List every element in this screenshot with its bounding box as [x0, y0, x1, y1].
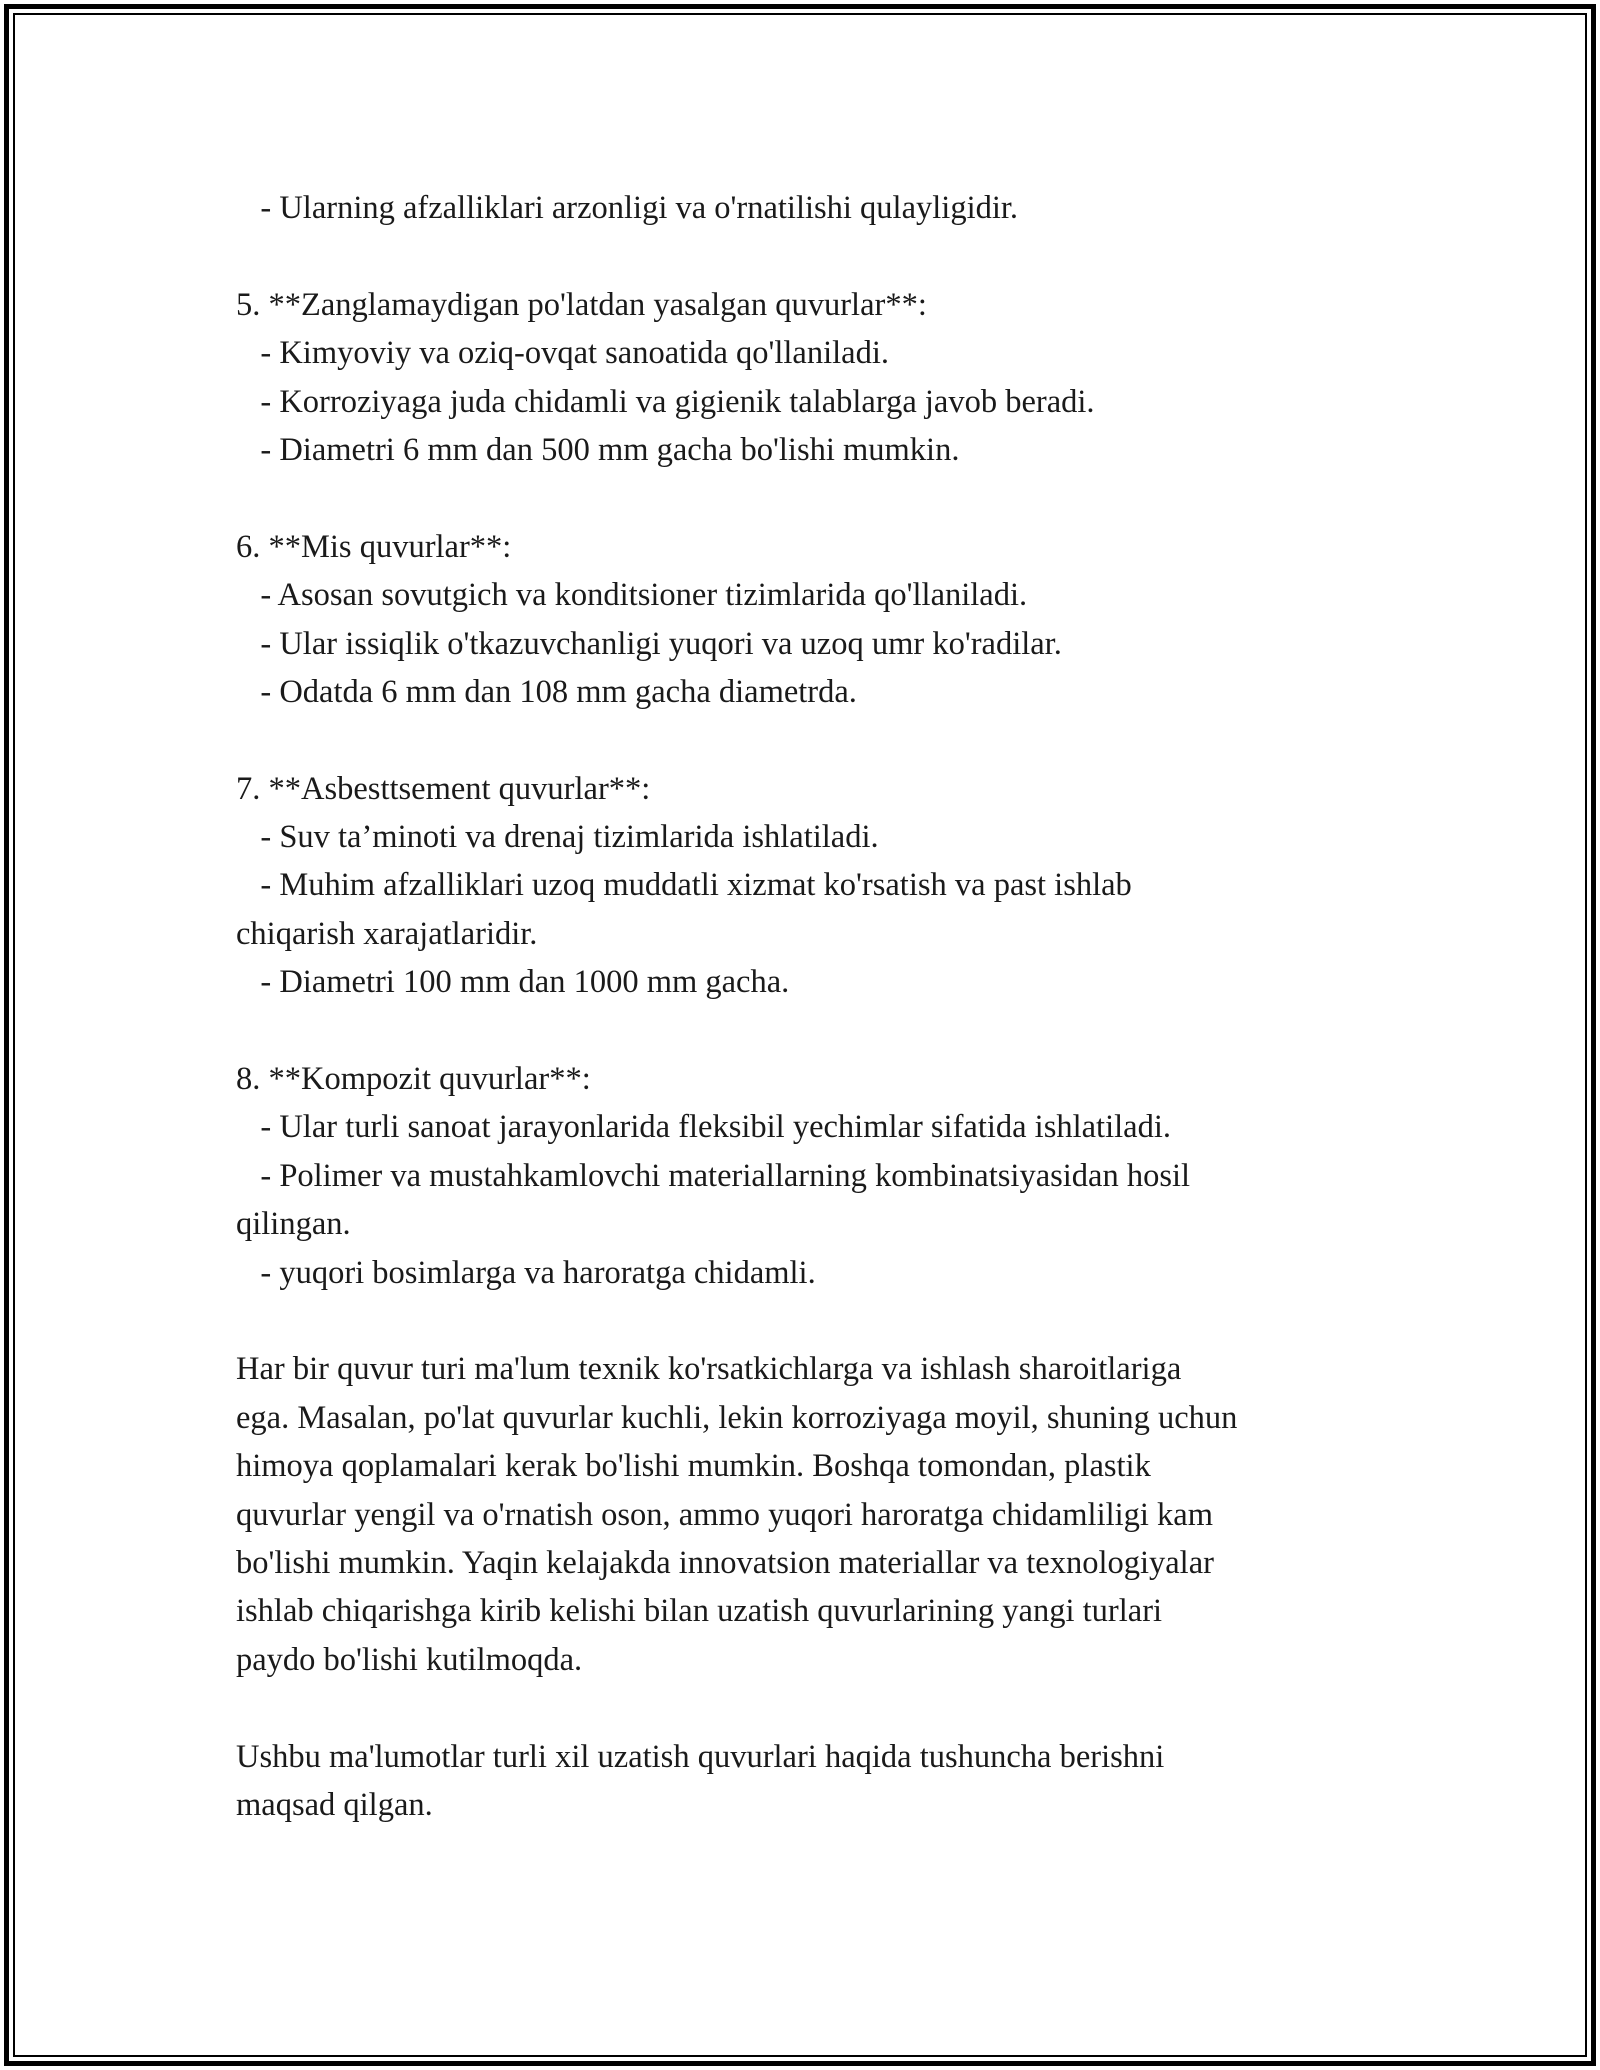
- section-asbestos-cement-pipes: [236, 765, 1396, 1007]
- section-stainless-steel-pipes: [236, 281, 1396, 475]
- section-line: - Odatda 6 mm dan 108 mm gacha diametrda.: [236, 673, 857, 710]
- section-heading: 5. **Zanglamaydigan po'latdan yasalgan quvurlar**:: [236, 286, 927, 323]
- spacer: [236, 1684, 1396, 1732]
- section-line: - Ular turli sanoat jarayonlarida fleksibil yechimlar sifatida ishlatiladi.: [236, 1109, 1171, 1146]
- section-line: - Kimyoviy va oziq-ovqat sanoatida qo'llaniladi.: [236, 335, 889, 372]
- paragraph-line: Ushbu ma'lumotlar turli xil uzatish quvurlari haqida tushuncha berishni: [236, 1738, 1165, 1775]
- paragraph-line: ega. Masalan, po'lat quvurlar kuchli, lekin korroziyaga moyil, shuning uchun: [236, 1399, 1238, 1436]
- spacer: [236, 474, 1396, 522]
- section-line: - Muhim afzalliklari uzoq muddatli xizmat ko'rsatish va past ishlab: [236, 867, 1132, 904]
- section-line: - Diametri 6 mm dan 500 mm gacha bo'lishi mumkin.: [236, 431, 960, 468]
- spacer: [236, 716, 1396, 764]
- paragraph-line: himoya qoplamalari kerak bo'lishi mumkin. Boshqa tomondan, plastik: [236, 1448, 1151, 1485]
- section-line: qilingan.: [236, 1206, 351, 1243]
- section-line: - Polimer va mustahkamlovchi materiallarning kombinatsiyasidan hosil: [236, 1157, 1191, 1194]
- paragraph-line: bo'lishi mumkin. Yaqin kelajakda innovatsion materiallar va texnologiyalar: [236, 1544, 1214, 1581]
- section-composite-pipes: [236, 1055, 1396, 1297]
- section-line: chiqarish xarajatlaridir.: [236, 915, 538, 952]
- spacer: [236, 1297, 1396, 1345]
- closing-paragraph: [236, 1733, 1396, 1830]
- paragraph-line: Har bir quvur turi ma'lum texnik ko'rsatkichlarga va ishlash sharoitlariga: [236, 1351, 1182, 1388]
- section-line: - Korroziyaga juda chidamli va gigienik talablarga javob beradi.: [236, 383, 1095, 420]
- summary-paragraph: [236, 1345, 1396, 1684]
- section-line: - Ular issiqlik o'tkazuvchanligi yuqori va uzoq umr ko'radilar.: [236, 625, 1062, 662]
- paragraph-line: paydo bo'lishi kutilmoqda.: [236, 1641, 583, 1678]
- section-heading: 6. **Mis quvurlar**:: [236, 528, 512, 565]
- paragraph-line: ishlab chiqarishga kirib kelishi bilan uzatish quvurlarining yangi turlari: [236, 1593, 1163, 1630]
- section-copper-pipes: [236, 523, 1396, 717]
- spacer: [236, 1007, 1396, 1055]
- section-heading: 8. **Kompozit quvurlar**:: [236, 1061, 591, 1098]
- section-line: - Suv ta’minoti va drenaj tizimlarida ishlatiladi.: [236, 819, 879, 856]
- paragraph-line: quvurlar yengil va o'rnatish oson, ammo yuqori haroratga chidamliligi kam: [236, 1496, 1214, 1533]
- section-heading: 7. **Asbesttsement quvurlar**:: [236, 770, 651, 807]
- paragraph-line: maqsad qilgan.: [236, 1786, 433, 1823]
- section-line: - Asosan sovutgich va konditsioner tizimlarida qo'llaniladi.: [236, 577, 1028, 614]
- section-line: - yuqori bosimlarga va haroratga chidamli.: [236, 1254, 816, 1291]
- section-line: - Diametri 100 mm dan 1000 mm gacha.: [236, 964, 790, 1001]
- intro-bullet: - Ularning afzalliklari arzonligi va o'rnatilishi qulayligidir.: [236, 190, 1019, 226]
- spacer: [236, 232, 1396, 280]
- document-body: [236, 184, 1396, 1829]
